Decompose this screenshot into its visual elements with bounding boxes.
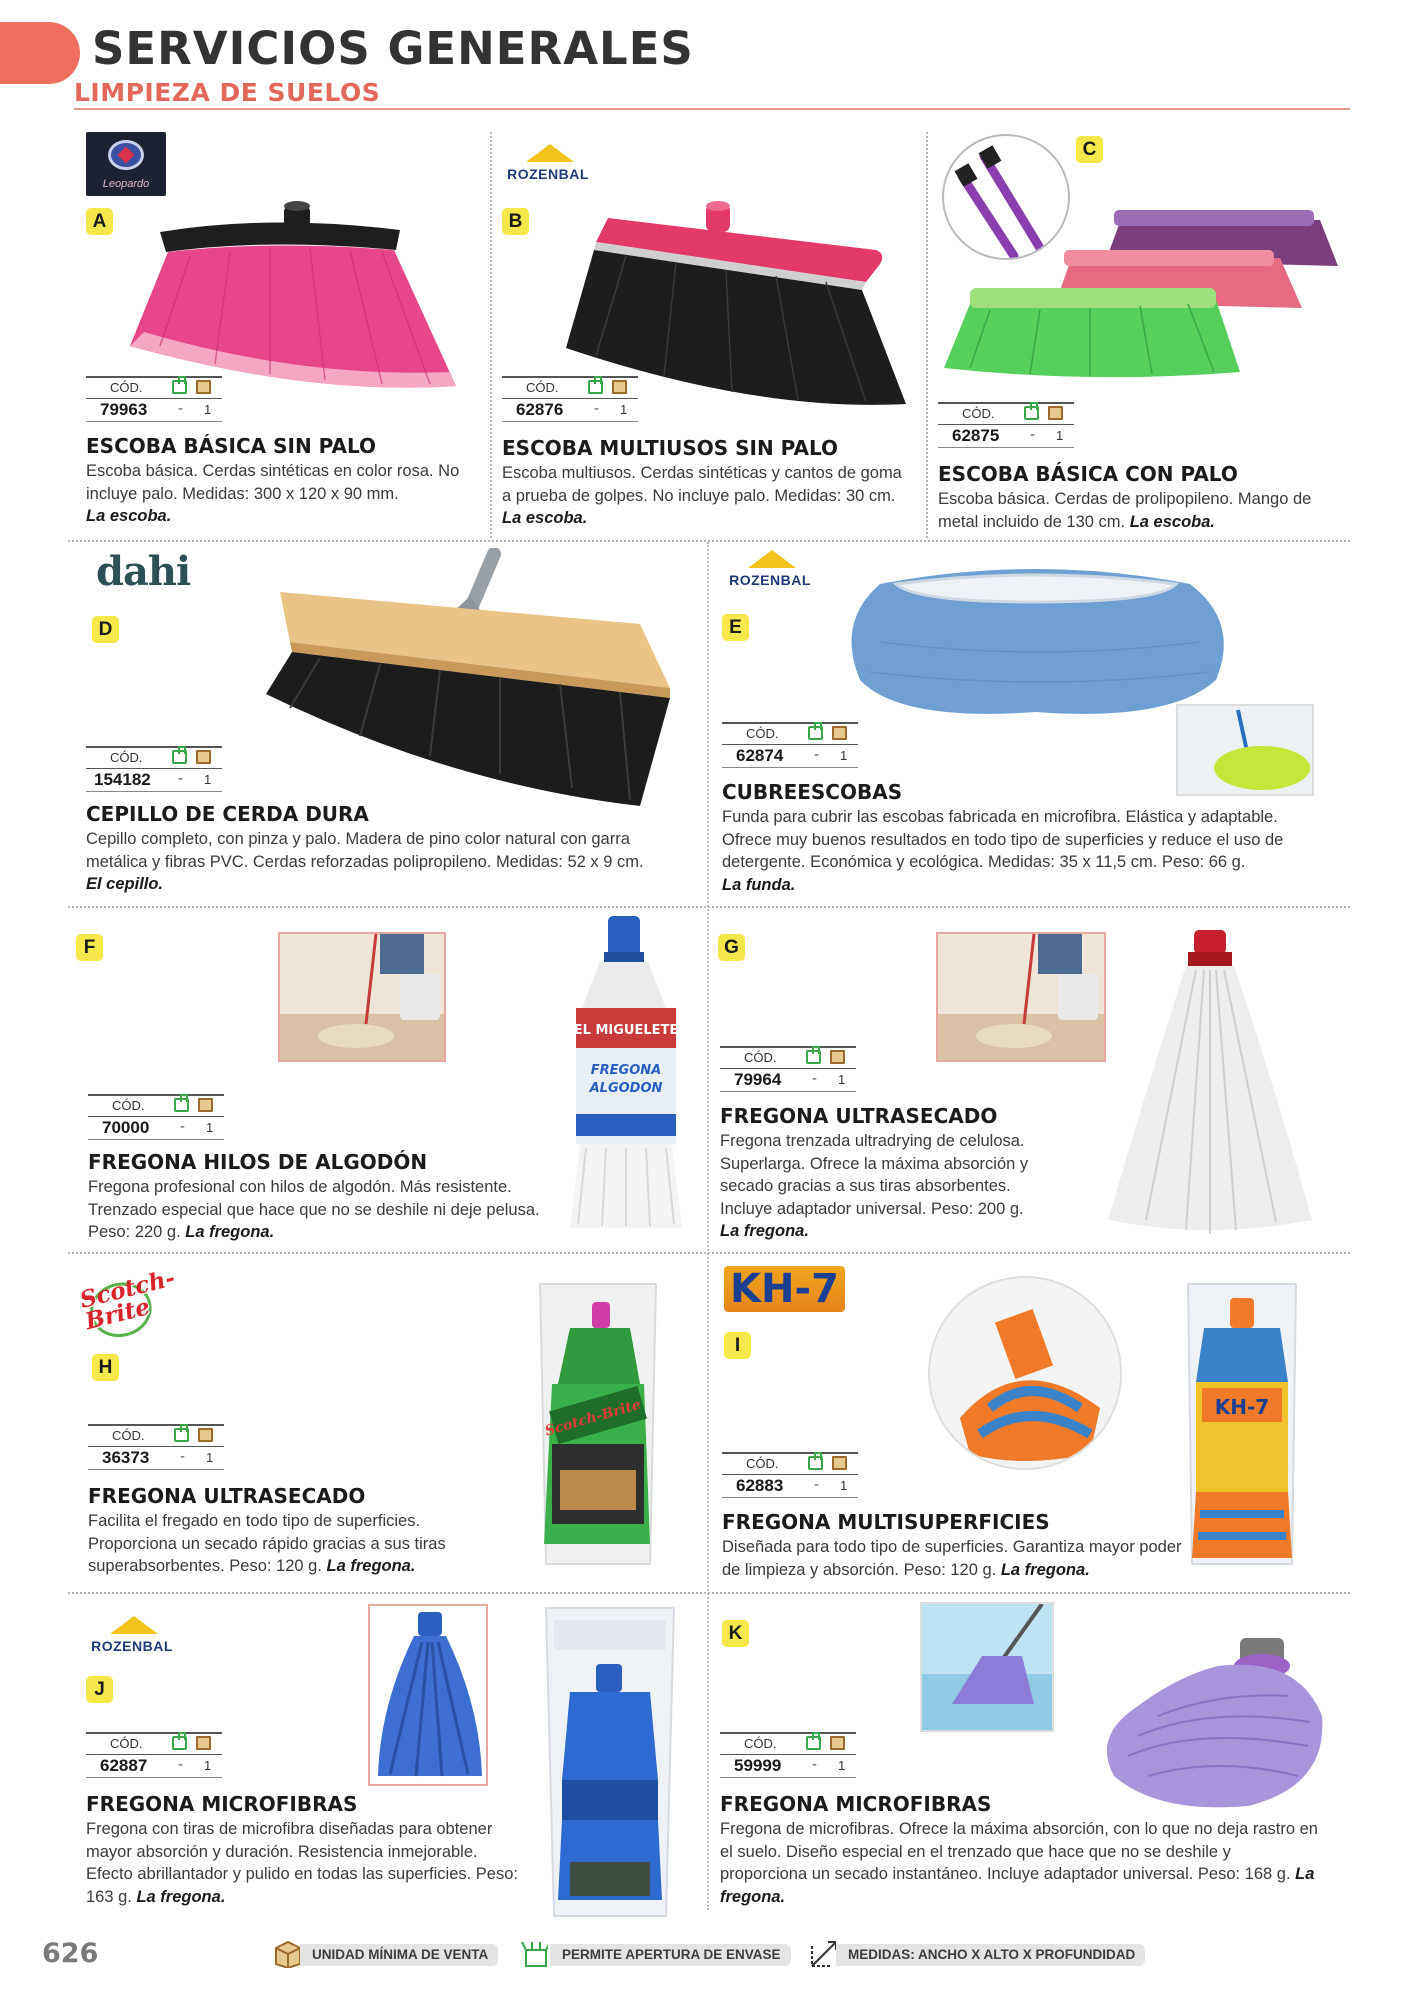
- pink-broom-image: [120, 196, 472, 396]
- package-brand-text: EL MIGUELETE: [573, 1023, 679, 1038]
- min-unit-qty: 1: [838, 1758, 846, 1773]
- brand-logo-rozenbal: ROZENBAL: [724, 550, 816, 598]
- multisurface-mop-detail-image: [928, 1276, 1122, 1470]
- section-tab: [0, 22, 80, 84]
- package-line-1: FREGONA: [590, 1063, 662, 1078]
- product-code-box: CÓD. 62887 - 1: [86, 1732, 222, 1780]
- brand-logo-scotch-brite: Scotch-Brite: [78, 1271, 170, 1349]
- box-icon: [830, 1736, 845, 1750]
- open-box-icon: [174, 1428, 189, 1442]
- product-code-box: CÓD. 154182 - 1: [86, 746, 222, 794]
- product-letter: H: [92, 1354, 119, 1381]
- product-code-box: CÓD. 36373 - 1: [88, 1424, 224, 1472]
- box-icon: [832, 1456, 847, 1470]
- open-box-icon: [174, 1098, 189, 1112]
- box-icon: [832, 726, 847, 740]
- product-description: Fregona de microfibras. Ofrece la máxima absorción, con lo que no deja rastro en el suelo. Diseño especial en el trenzado que hace que no se deshile y proporciona un secado instantáneo. Incluye adaptador universal. Peso: 168 g. La fregona.: [720, 1820, 1318, 1906]
- open-box-icon: [806, 1050, 821, 1064]
- product-description: Escoba multiusos. Cerdas sintéticas y cantos de goma a prueba de golpes. No incluye palo. Medidas: 30 cm. La escoba.: [502, 464, 902, 527]
- open-box-icon: [808, 726, 823, 740]
- legend-min-sale-unit: UNIDAD MÍNIMA DE VENTA: [300, 1944, 498, 1966]
- product-description: Diseñada para todo tipo de superficies. Garantiza mayor poder de limpieza y absorción. Peso: 120 g. La fregona.: [722, 1538, 1182, 1579]
- product-code: 154182: [94, 770, 151, 789]
- package-line-2: ALGODON: [589, 1081, 663, 1096]
- open-box-icon: [172, 1736, 187, 1750]
- product-description: Fregona trenzada ultradrying de celulosa. Superlarga. Ofrece la máxima absorción y secado gracias a sus tiras absorbentes. Incluye adaptador universal. Peso: 200 g. La fregona.: [720, 1132, 1029, 1240]
- brand-logo-rozenbal: ROZENBAL: [502, 144, 594, 192]
- product-title: CUBREESCOBAS: [722, 780, 903, 804]
- broom-cover-in-use-image: [1176, 704, 1314, 796]
- product-code-box: CÓD. 79963 - 1: [86, 376, 222, 424]
- microfiber-mop-image: [368, 1604, 488, 1786]
- product-letter: F: [76, 934, 103, 961]
- row-divider: [68, 906, 1350, 908]
- product-letter: G: [718, 934, 745, 961]
- product-code: 62875: [952, 426, 1000, 445]
- brand-logo-dahi: dahi: [96, 548, 191, 595]
- box-icon: [198, 1428, 213, 1442]
- kh7-mop-package-image: [1180, 1274, 1304, 1574]
- min-unit-qty: 1: [840, 748, 848, 763]
- scotch-brite-mop-package-image: [530, 1274, 666, 1574]
- brand-logo-rozenbal: ROZENBAL: [86, 1616, 178, 1664]
- page-title: SERVICIOS GENERALES: [92, 22, 694, 75]
- row-divider: [68, 540, 1350, 542]
- product-letter: K: [722, 1620, 749, 1647]
- product-title: FREGONA ULTRASECADO: [720, 1104, 998, 1128]
- product-letter: A: [86, 208, 113, 235]
- box-icon: [272, 1938, 300, 1968]
- box-icon: [196, 750, 211, 764]
- product-code: 79964: [734, 1070, 782, 1089]
- product-description: Funda para cubrir las escobas fabricada en microfibra. Elástica y adaptable. Ofrece muy buenos resultados en todo tipo de superficies y reduce el uso de detergente. Económica y ecológica. Medidas: 35 x 11,5 cm. Peso: 66 g. La funda.: [722, 808, 1284, 894]
- product-code: 59999: [734, 1756, 782, 1775]
- product-description: Escoba básica. Cerdas de prolipopileno. Mango de metal incluido de 130 cm. La escoba.: [938, 490, 1312, 531]
- product-description: Fregona con tiras de microfibra diseñadas para obtener mayor absorción y duración. Resistencia inmejorable. Efecto abrillantador y pulido en todas las superficies. Peso: 163 g. La fregona.: [86, 1820, 518, 1906]
- product-code-box: CÓD. 79964 - 1: [720, 1046, 856, 1094]
- mopping-floor-image: [278, 932, 446, 1062]
- brand-logo-kh7: KH-7: [724, 1266, 845, 1312]
- product-description: Facilita el fregado en todo tipo de superficies. Proporciona un secado rápido gracias a sus tiras superabsorbentes. Peso: 120 g. La fregona.: [88, 1512, 446, 1575]
- product-title: FREGONA ULTRASECADO: [88, 1484, 366, 1508]
- min-unit-qty: 1: [620, 402, 628, 417]
- purple-microfiber-mop-image: [1098, 1636, 1328, 1812]
- package-brand-text: KH-7: [1214, 1395, 1270, 1419]
- broom-cover-image: [840, 562, 1230, 722]
- product-code-box: CÓD. 62875 - 1: [938, 402, 1074, 450]
- min-unit-qty: 1: [206, 1450, 214, 1465]
- product-title: CEPILLO DE CERDA DURA: [86, 802, 369, 826]
- product-code: 62874: [736, 746, 784, 765]
- product-code: 79963: [100, 400, 148, 419]
- colored-brooms-image: [930, 200, 1350, 384]
- product-title: FREGONA MICROFIBRAS: [86, 1792, 358, 1816]
- product-letter: I: [724, 1332, 751, 1359]
- hard-bristle-brush-image: [260, 548, 680, 808]
- product-description: Escoba básica. Cerdas sintéticas en color rosa. No incluye palo. Medidas: 300 x 120 x 90 mm. La escoba.: [86, 462, 460, 525]
- min-unit-qty: 1: [204, 1758, 212, 1773]
- product-code: 70000: [102, 1118, 150, 1137]
- product-title: ESCOBA BÁSICA SIN PALO: [86, 434, 376, 458]
- product-letter: E: [722, 614, 749, 641]
- product-description: Cepillo completo, con pinza y palo. Madera de pino color natural con garra metálica y fibras PVC. Cerdas reforzadas polipropileno. Medidas: 52 x 9 cm. El cepillo.: [86, 830, 644, 893]
- product-code: 62883: [736, 1476, 784, 1495]
- mopping-floor-image: [936, 932, 1106, 1062]
- brand-logo-leopardo: Leopardo: [86, 132, 166, 196]
- product-code-box: CÓD. 70000 - 1: [88, 1094, 224, 1142]
- box-icon: [198, 1098, 213, 1112]
- legend-open-package: PERMITE APERTURA DE ENVASE: [550, 1944, 791, 1966]
- box-icon: [1048, 406, 1063, 420]
- min-unit-qty: 1: [840, 1478, 848, 1493]
- product-code: 62887: [100, 1756, 148, 1775]
- product-title: ESCOBA MULTIUSOS SIN PALO: [502, 436, 838, 460]
- product-code-box: CÓD. 59999 - 1: [720, 1732, 856, 1780]
- open-box-icon: [172, 380, 187, 394]
- microfiber-mop-package-image: [540, 1600, 680, 1922]
- product-code-box: CÓD. 62876 - 1: [502, 376, 638, 424]
- min-unit-qty: 1: [1056, 428, 1064, 443]
- open-box-icon: [1024, 406, 1039, 420]
- min-unit-qty: 1: [204, 772, 212, 787]
- box-icon: [612, 380, 627, 394]
- dimensions-icon: [808, 1938, 836, 1968]
- open-box-icon: [808, 1456, 823, 1470]
- open-box-icon: [588, 380, 603, 394]
- mop-in-use-image: [920, 1602, 1054, 1732]
- product-title: ESCOBA BÁSICA CON PALO: [938, 462, 1238, 486]
- min-unit-qty: 1: [206, 1120, 214, 1135]
- row-divider: [68, 1252, 1350, 1254]
- title-divider: [74, 108, 1350, 110]
- box-icon: [196, 380, 211, 394]
- product-letter: C: [1076, 136, 1103, 163]
- product-code: 36373: [102, 1448, 150, 1467]
- package-brand-text: Scotch-Brite: [543, 1396, 643, 1440]
- open-box-icon: [520, 1938, 548, 1968]
- product-letter: B: [502, 208, 529, 235]
- open-box-icon: [806, 1736, 821, 1750]
- column-divider: [926, 132, 928, 538]
- product-title: FREGONA HILOS DE ALGODÓN: [88, 1150, 428, 1174]
- product-letter: D: [92, 616, 119, 643]
- box-icon: [830, 1050, 845, 1064]
- min-unit-qty: 1: [838, 1072, 846, 1087]
- product-title: FREGONA MICROFIBRAS: [720, 1792, 992, 1816]
- column-divider: [490, 132, 492, 538]
- cotton-mop-package-image: [566, 916, 686, 1228]
- product-code-box: CÓD. 62883 - 1: [722, 1452, 858, 1500]
- column-divider: [707, 542, 709, 1910]
- page-subtitle: LIMPIEZA DE SUELOS: [74, 78, 381, 107]
- min-unit-qty: 1: [204, 402, 212, 417]
- row-divider: [68, 1592, 1350, 1594]
- product-title: FREGONA MULTISUPERFICIES: [722, 1510, 1050, 1534]
- white-strip-mop-image: [1106, 930, 1314, 1236]
- page-number: 626: [42, 1938, 99, 1969]
- open-box-icon: [172, 750, 187, 764]
- legend-dimensions: MEDIDAS: ANCHO X ALTO X PROFUNDIDAD: [836, 1944, 1145, 1966]
- product-description: Fregona profesional con hilos de algodón. Más resistente. Trenzado especial que hace que no se deshile ni deje pelusa. Peso: 220 g. La fregona.: [88, 1178, 540, 1241]
- product-code: 62876: [516, 400, 564, 419]
- product-code-box: CÓD. 62874 - 1: [722, 722, 858, 770]
- product-letter: J: [86, 1676, 113, 1703]
- box-icon: [196, 1736, 211, 1750]
